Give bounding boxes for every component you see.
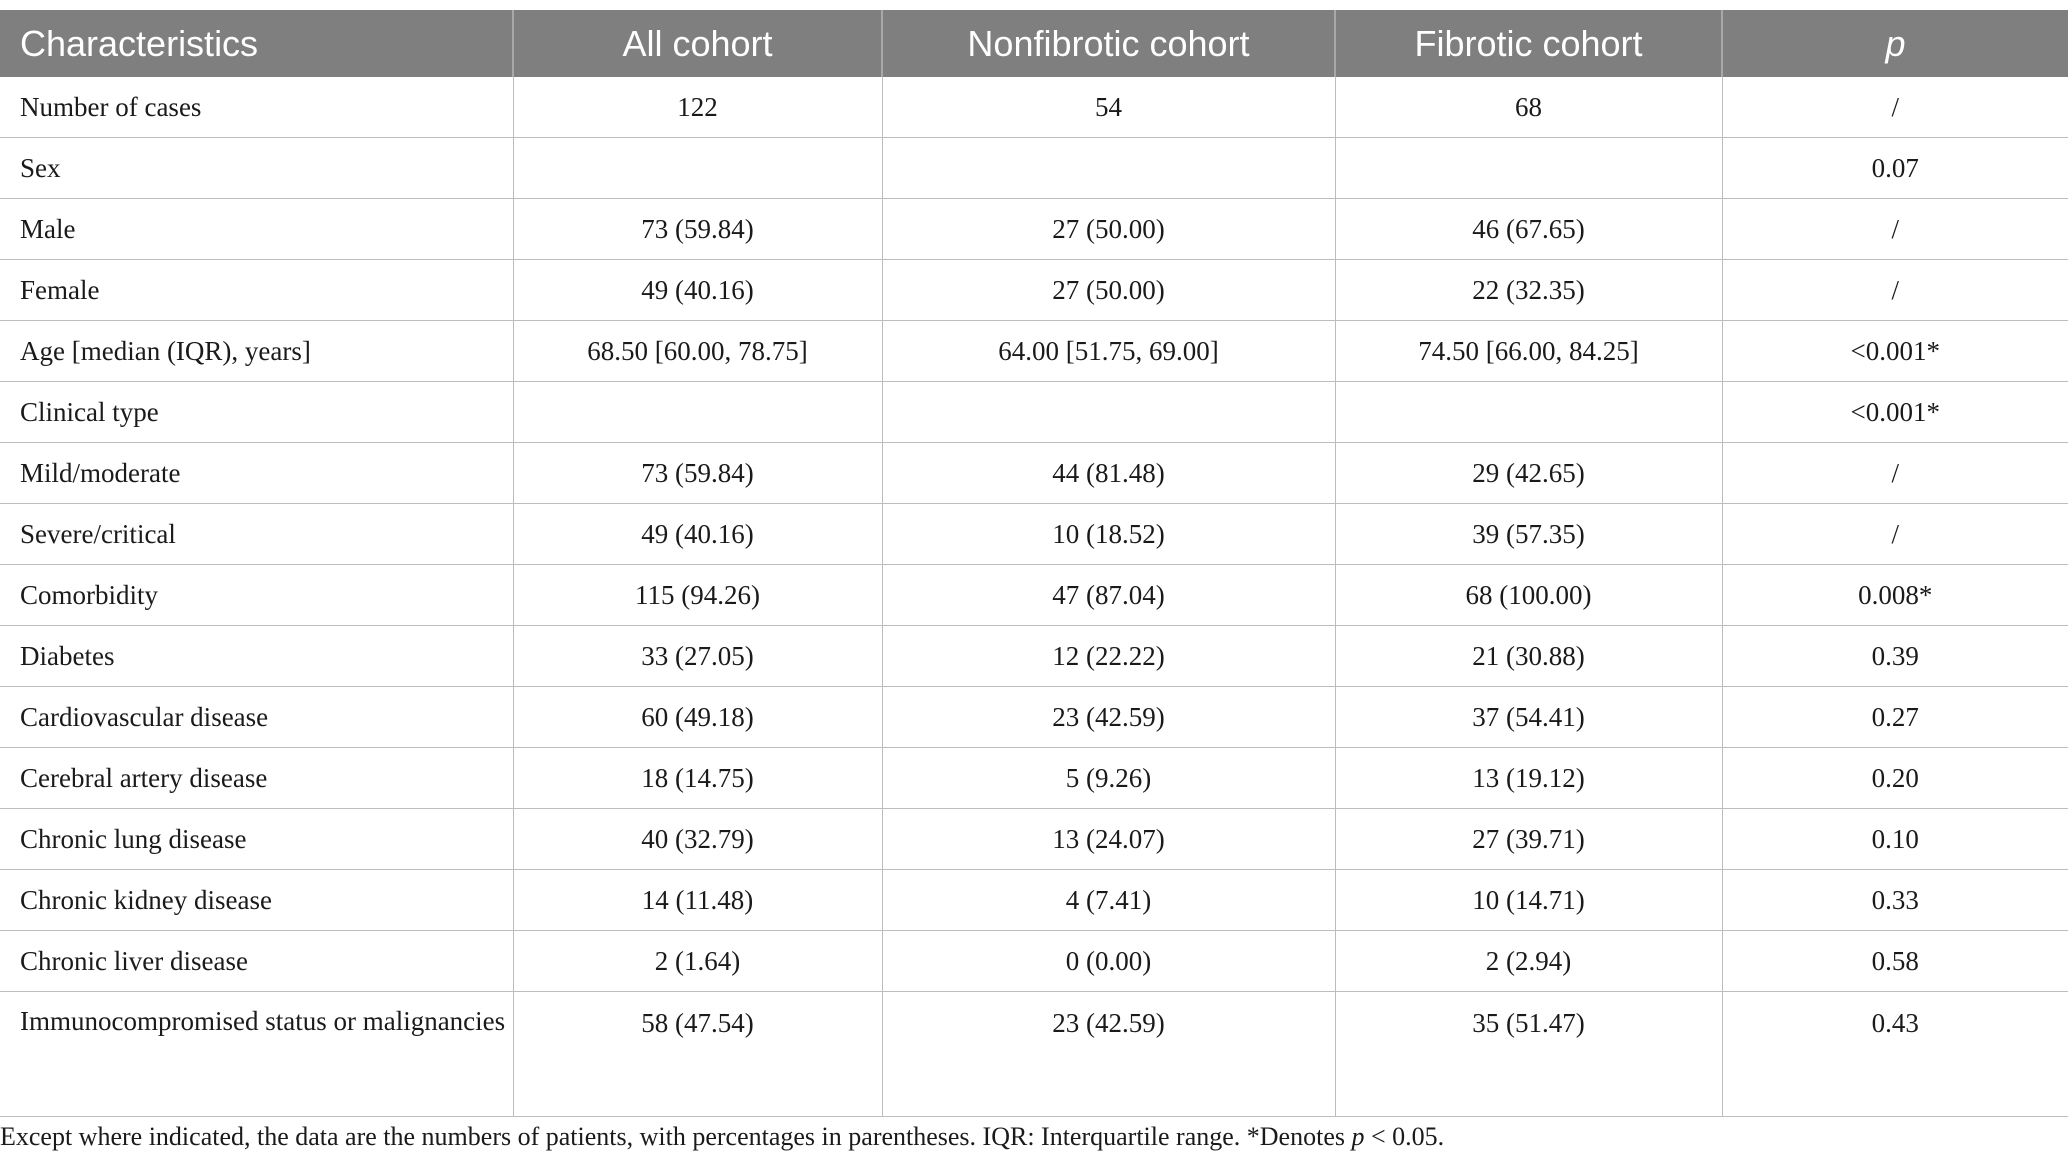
cell-p-value: 0.58 [1722,931,2068,992]
cell-all-cohort: 60 (49.18) [513,687,882,748]
cell-characteristic: Comorbidity [0,565,513,626]
cell-nonfibrotic-cohort: 47 (87.04) [882,565,1335,626]
cell-p-value: 0.20 [1722,748,2068,809]
cell-characteristic: Severe/critical [0,504,513,565]
footnote-p-symbol: p [1351,1122,1365,1151]
table-row [0,77,2068,138]
table-row [0,199,2068,260]
cell-nonfibrotic-cohort: 12 (22.22) [882,626,1335,687]
table-row [0,382,2068,443]
cell-characteristic: Chronic liver disease [0,931,513,992]
table-header [0,10,2068,77]
cell-fibrotic-cohort: 10 (14.71) [1335,870,1722,931]
cell-fibrotic-cohort: 39 (57.35) [1335,504,1722,565]
cell-fibrotic-cohort [1335,138,1722,199]
cell-p-value: / [1722,504,2068,565]
cell-p-value: 0.07 [1722,138,2068,199]
table-row [0,260,2068,321]
cell-characteristic: Male [0,199,513,260]
cell-all-cohort: 58 (47.54) [513,992,882,1117]
table-row [0,504,2068,565]
cell-p-value: 0.10 [1722,809,2068,870]
cell-fibrotic-cohort: 46 (67.65) [1335,199,1722,260]
cell-characteristic: Female [0,260,513,321]
footnote-text: Except where indicated, the data are the numbers of patients, with percentages in parentheses. IQR: Interquartile range. *Denotes [0,1122,1352,1151]
cell-characteristic: Mild/moderate [0,443,513,504]
cell-nonfibrotic-cohort [882,138,1335,199]
cell-p-value: 0.39 [1722,626,2068,687]
cell-characteristic: Chronic kidney disease [0,870,513,931]
cell-p-value: <0.001* [1722,321,2068,382]
cell-characteristic: Clinical type [0,382,513,443]
cell-nonfibrotic-cohort: 10 (18.52) [882,504,1335,565]
cell-fibrotic-cohort: 13 (19.12) [1335,748,1722,809]
cell-all-cohort: 33 (27.05) [513,626,882,687]
table-row [0,809,2068,870]
cell-p-value: / [1722,77,2068,138]
cell-all-cohort: 73 (59.84) [513,443,882,504]
cell-fibrotic-cohort: 21 (30.88) [1335,626,1722,687]
cell-characteristic: Age [median (IQR), years] [0,321,513,382]
cell-all-cohort: 2 (1.64) [513,931,882,992]
table-row [0,992,2068,1117]
table-row [0,565,2068,626]
cell-nonfibrotic-cohort [882,382,1335,443]
cell-characteristic: Diabetes [0,626,513,687]
cell-all-cohort [513,138,882,199]
cell-nonfibrotic-cohort: 4 (7.41) [882,870,1335,931]
cell-nonfibrotic-cohort: 27 (50.00) [882,199,1335,260]
table-row [0,870,2068,931]
cell-characteristic: Cerebral artery disease [0,748,513,809]
cell-all-cohort: 14 (11.48) [513,870,882,931]
cell-p-value: / [1722,443,2068,504]
cell-fibrotic-cohort: 27 (39.71) [1335,809,1722,870]
cell-nonfibrotic-cohort: 54 [882,77,1335,138]
characteristics-table [0,10,2068,1117]
cell-fibrotic-cohort [1335,382,1722,443]
cell-fibrotic-cohort: 22 (32.35) [1335,260,1722,321]
cell-all-cohort: 49 (40.16) [513,504,882,565]
cell-fibrotic-cohort: 37 (54.41) [1335,687,1722,748]
table-row [0,321,2068,382]
cell-fibrotic-cohort: 2 (2.94) [1335,931,1722,992]
cell-characteristic: Number of cases [0,77,513,138]
cell-p-value: <0.001* [1722,382,2068,443]
cell-fibrotic-cohort: 74.50 [66.00, 84.25] [1335,321,1722,382]
cell-all-cohort: 18 (14.75) [513,748,882,809]
cell-p-value: / [1722,260,2068,321]
header-fibrotic-cohort: Fibrotic cohort [1335,10,1722,77]
cell-nonfibrotic-cohort: 23 (42.59) [882,992,1335,1117]
cell-fibrotic-cohort: 68 [1335,77,1722,138]
cell-characteristic: Chronic lung disease [0,809,513,870]
cell-all-cohort: 49 (40.16) [513,260,882,321]
cell-fibrotic-cohort: 35 (51.47) [1335,992,1722,1117]
cell-p-value: 0.43 [1722,992,2068,1117]
header-nonfibrotic-cohort: Nonfibrotic cohort [882,10,1335,77]
table-body [0,77,2068,1117]
cell-nonfibrotic-cohort: 23 (42.59) [882,687,1335,748]
table-row [0,626,2068,687]
table-row [0,443,2068,504]
cell-p-value: / [1722,199,2068,260]
table-footnote [0,1122,1444,1152]
table-row [0,687,2068,748]
table-row [0,748,2068,809]
cell-p-value: 0.008* [1722,565,2068,626]
cell-nonfibrotic-cohort: 13 (24.07) [882,809,1335,870]
cell-nonfibrotic-cohort: 64.00 [51.75, 69.00] [882,321,1335,382]
cell-fibrotic-cohort: 68 (100.00) [1335,565,1722,626]
cell-characteristic: Sex [0,138,513,199]
cell-fibrotic-cohort: 29 (42.65) [1335,443,1722,504]
table-row [0,138,2068,199]
header-characteristics: Characteristics [0,10,513,77]
footnote-text-end: < 0.05. [1364,1122,1445,1151]
header-row [0,10,2068,77]
header-p-value: p [1885,22,1906,64]
cell-nonfibrotic-cohort: 0 (0.00) [882,931,1335,992]
cell-all-cohort: 115 (94.26) [513,565,882,626]
cell-p-value: 0.27 [1722,687,2068,748]
cell-all-cohort: 68.50 [60.00, 78.75] [513,321,882,382]
cell-all-cohort: 73 (59.84) [513,199,882,260]
cell-all-cohort [513,382,882,443]
table-row [0,931,2068,992]
cell-p-value: 0.33 [1722,870,2068,931]
cell-all-cohort: 122 [513,77,882,138]
header-all-cohort: All cohort [513,10,882,77]
cell-nonfibrotic-cohort: 27 (50.00) [882,260,1335,321]
cell-nonfibrotic-cohort: 5 (9.26) [882,748,1335,809]
cell-nonfibrotic-cohort: 44 (81.48) [882,443,1335,504]
cell-characteristic: Immunocompromised status or malignancies [0,992,513,1117]
cell-characteristic: Cardiovascular disease [0,687,513,748]
cell-all-cohort: 40 (32.79) [513,809,882,870]
characteristics-table-container [0,10,2068,1117]
